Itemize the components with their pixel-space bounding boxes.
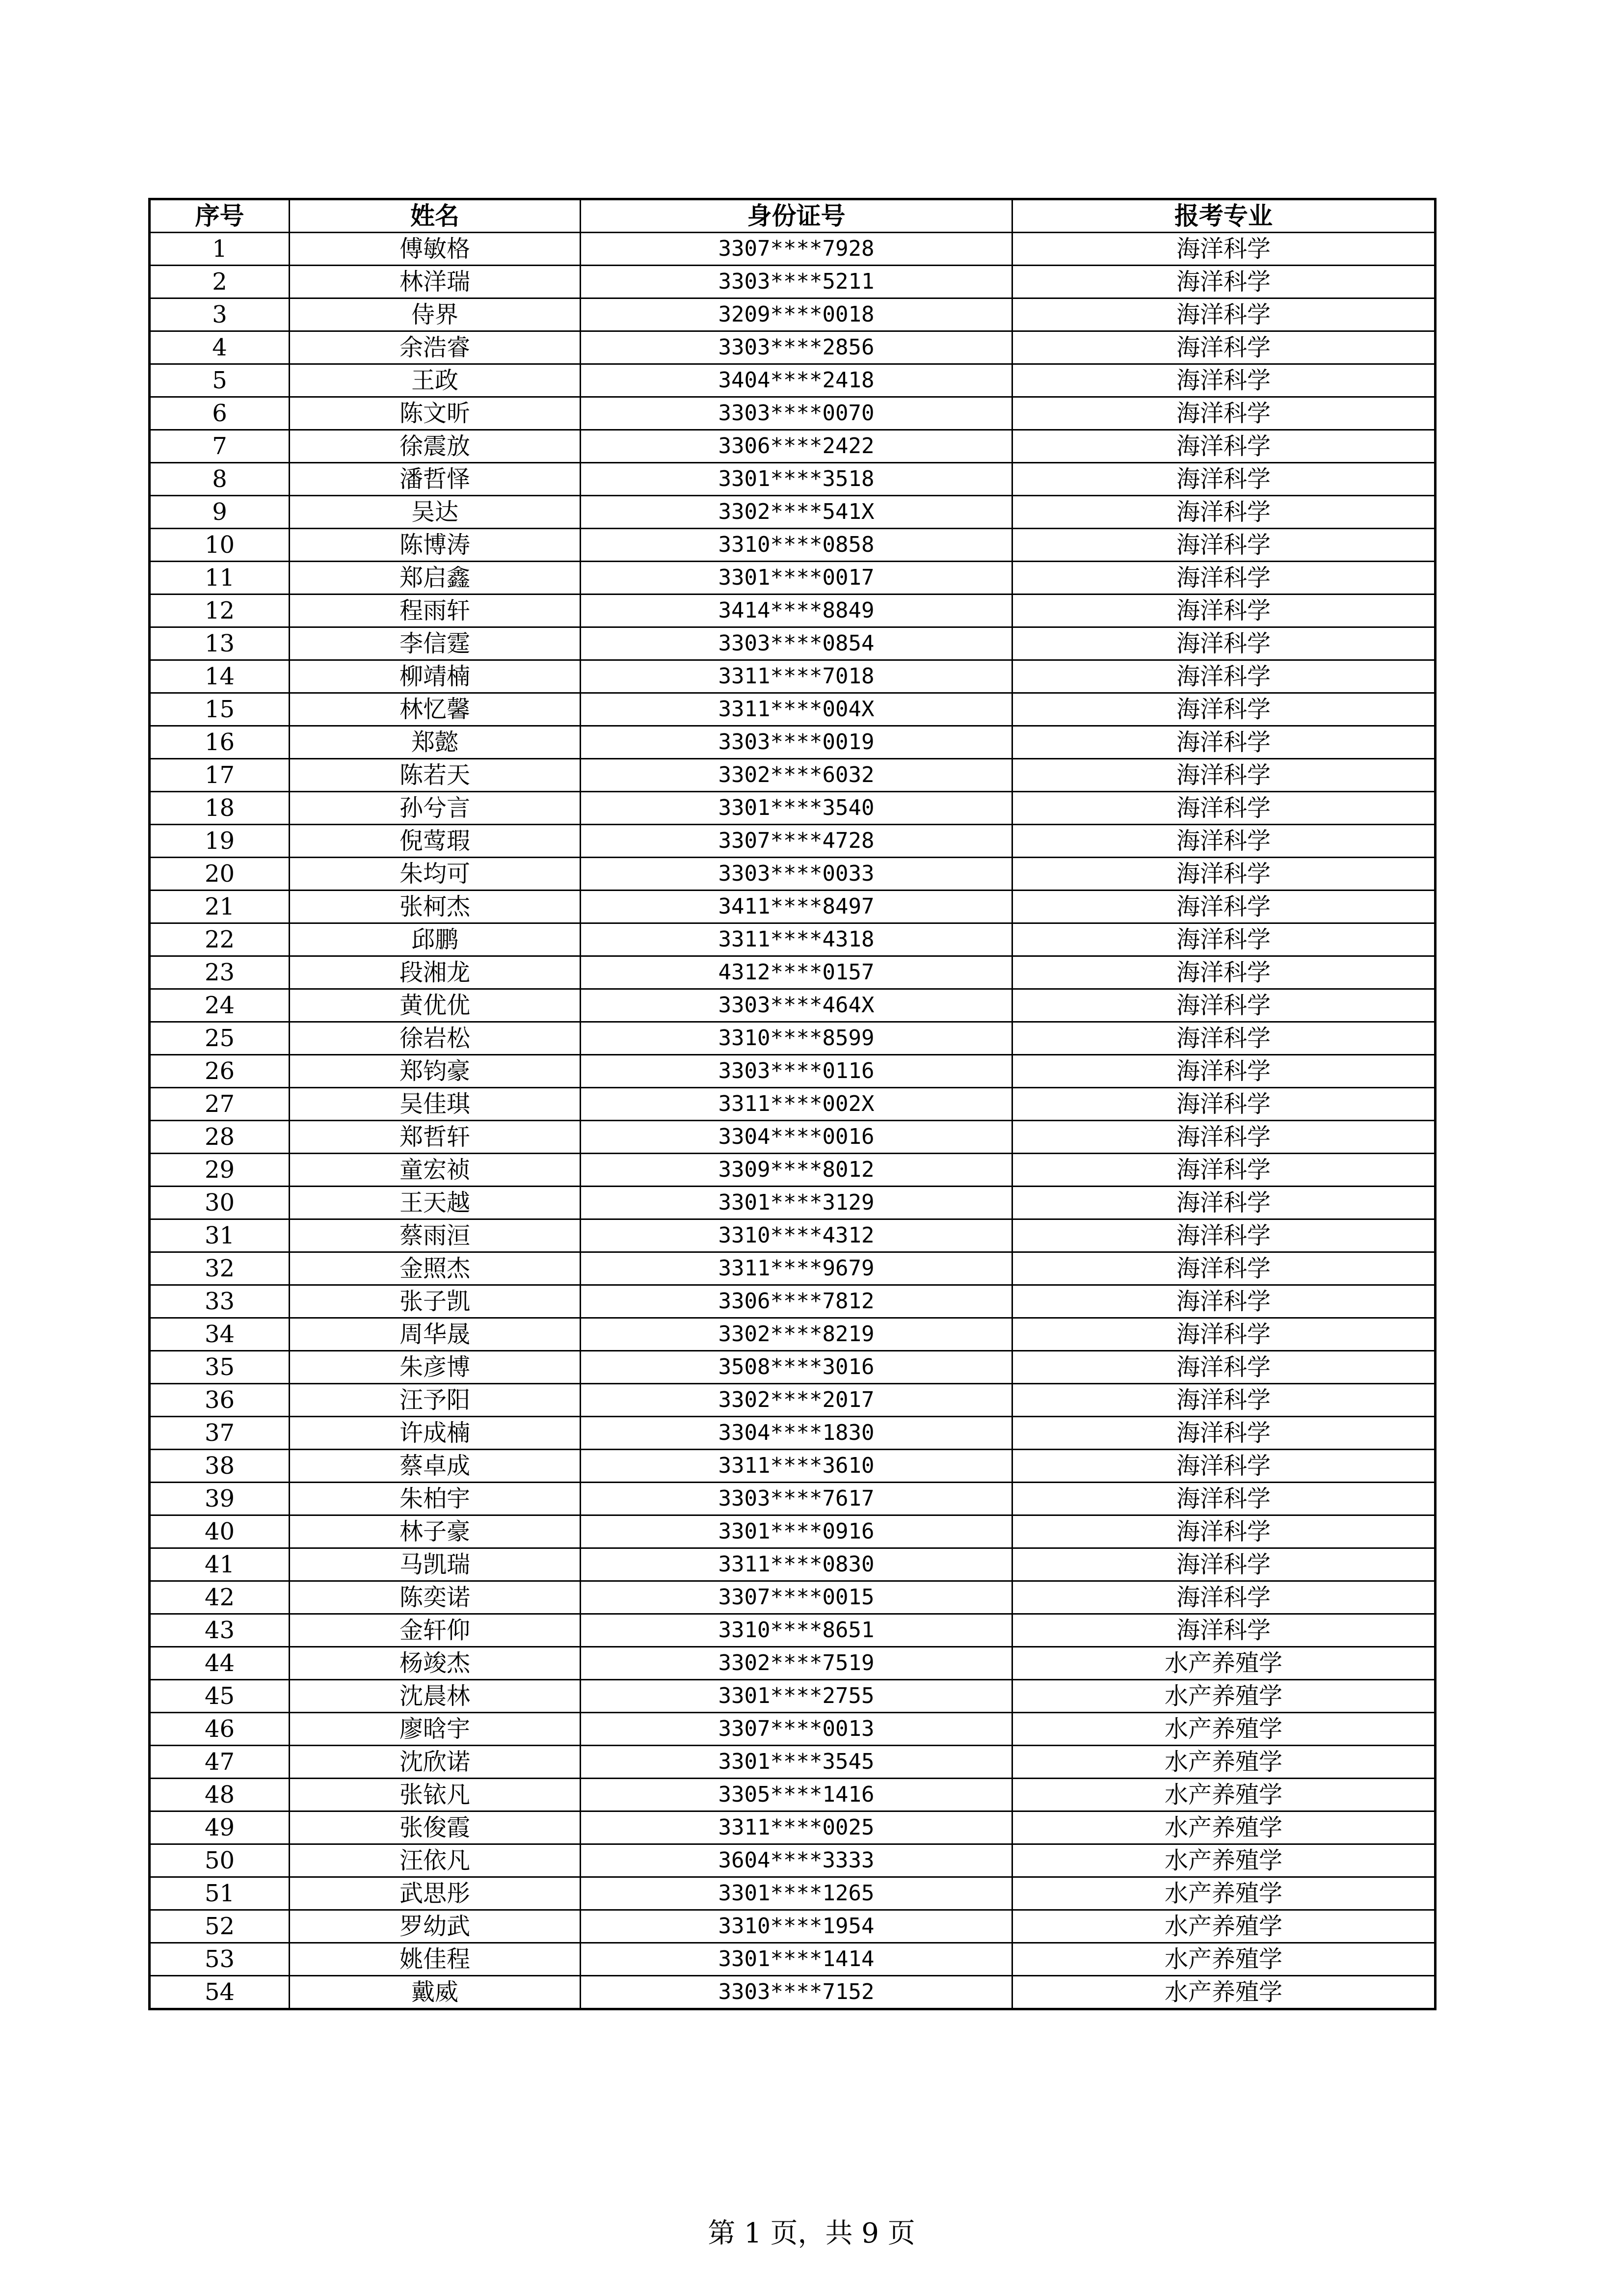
applicant-name: 吴达 [290, 496, 581, 529]
row-index: 21 [150, 891, 290, 923]
table-row [150, 463, 1436, 496]
id-number: 3301****0916 [581, 1515, 1012, 1548]
table-row [150, 266, 1436, 298]
id-number: 3305****1416 [581, 1779, 1012, 1811]
id-number: 3301****3545 [581, 1746, 1012, 1779]
id-number: 3301****3129 [581, 1187, 1012, 1219]
id-number: 3301****1265 [581, 1877, 1012, 1910]
major: 海洋科学 [1012, 430, 1436, 463]
row-index: 49 [150, 1811, 290, 1844]
id-number: 3508****3016 [581, 1351, 1012, 1384]
major: 海洋科学 [1012, 792, 1436, 825]
major: 海洋科学 [1012, 1121, 1436, 1154]
table-row [150, 331, 1436, 364]
row-index: 29 [150, 1154, 290, 1187]
table-row [150, 1351, 1436, 1384]
id-number: 3301****2755 [581, 1680, 1012, 1713]
table-row [150, 1779, 1436, 1811]
major: 水产养殖学 [1012, 1647, 1436, 1680]
row-index: 43 [150, 1614, 290, 1647]
row-index: 27 [150, 1088, 290, 1121]
major: 海洋科学 [1012, 1581, 1436, 1614]
id-number: 3311****7018 [581, 660, 1012, 693]
row-index: 14 [150, 660, 290, 693]
major: 水产养殖学 [1012, 1713, 1436, 1746]
row-index: 26 [150, 1055, 290, 1088]
applicant-name: 沈晨林 [290, 1680, 581, 1713]
row-index: 19 [150, 825, 290, 858]
id-number: 3311****9679 [581, 1252, 1012, 1285]
applicant-name: 段湘龙 [290, 956, 581, 989]
major: 海洋科学 [1012, 1252, 1436, 1285]
major: 海洋科学 [1012, 331, 1436, 364]
table-row [150, 1647, 1436, 1680]
id-number: 3307****4728 [581, 825, 1012, 858]
row-index: 39 [150, 1483, 290, 1515]
major: 海洋科学 [1012, 1154, 1436, 1187]
id-number: 3414****8849 [581, 594, 1012, 627]
applicant-name: 许成楠 [290, 1417, 581, 1450]
table-row [150, 233, 1436, 266]
row-index: 20 [150, 858, 290, 891]
major: 海洋科学 [1012, 1548, 1436, 1581]
table-row [150, 1187, 1436, 1219]
applicant-name: 李信霆 [290, 627, 581, 660]
major: 海洋科学 [1012, 1318, 1436, 1351]
id-number: 4312****0157 [581, 956, 1012, 989]
id-number: 3303****2856 [581, 331, 1012, 364]
row-index: 3 [150, 298, 290, 331]
table-row [150, 364, 1436, 397]
table-row [150, 1746, 1436, 1779]
applicant-name: 邱鹏 [290, 923, 581, 956]
major: 水产养殖学 [1012, 1943, 1436, 1976]
table-row [150, 562, 1436, 594]
id-number: 3301****1414 [581, 1943, 1012, 1976]
id-number: 3307****0013 [581, 1713, 1012, 1746]
table-row [150, 1614, 1436, 1647]
applicant-name: 潘哲怿 [290, 463, 581, 496]
row-index: 8 [150, 463, 290, 496]
id-number: 3310****0858 [581, 529, 1012, 562]
major: 海洋科学 [1012, 693, 1436, 726]
major: 海洋科学 [1012, 759, 1436, 792]
major: 海洋科学 [1012, 364, 1436, 397]
applicant-name: 金轩仰 [290, 1614, 581, 1647]
row-index: 16 [150, 726, 290, 759]
table-row [150, 726, 1436, 759]
id-number: 3303****0019 [581, 726, 1012, 759]
major: 海洋科学 [1012, 397, 1436, 430]
table-row [150, 1417, 1436, 1450]
applicant-name: 朱彦博 [290, 1351, 581, 1384]
table-row [150, 1022, 1436, 1055]
row-index: 47 [150, 1746, 290, 1779]
applicant-name: 徐岩松 [290, 1022, 581, 1055]
id-number: 3302****541X [581, 496, 1012, 529]
applicant-name: 陈文昕 [290, 397, 581, 430]
table-row [150, 397, 1436, 430]
table-row [150, 298, 1436, 331]
table-row [150, 759, 1436, 792]
table-row [150, 1943, 1436, 1976]
applicant-name: 陈奕诺 [290, 1581, 581, 1614]
major: 水产养殖学 [1012, 1811, 1436, 1844]
applicant-name: 戴威 [290, 1976, 581, 2009]
table-row [150, 1515, 1436, 1548]
id-number: 3306****2422 [581, 430, 1012, 463]
row-index: 9 [150, 496, 290, 529]
row-index: 50 [150, 1844, 290, 1877]
table-row [150, 1252, 1436, 1285]
id-number: 3209****0018 [581, 298, 1012, 331]
row-index: 10 [150, 529, 290, 562]
id-number: 3303****7152 [581, 1976, 1012, 2009]
header-index: 序号 [150, 199, 290, 233]
applicant-name: 马凯瑞 [290, 1548, 581, 1581]
applicant-name: 张子凯 [290, 1285, 581, 1318]
id-number: 3304****1830 [581, 1417, 1012, 1450]
major: 海洋科学 [1012, 858, 1436, 891]
major: 海洋科学 [1012, 1022, 1436, 1055]
major: 海洋科学 [1012, 1088, 1436, 1121]
row-index: 4 [150, 331, 290, 364]
table-row [150, 1318, 1436, 1351]
major: 水产养殖学 [1012, 1746, 1436, 1779]
id-number: 3302****6032 [581, 759, 1012, 792]
major: 海洋科学 [1012, 1614, 1436, 1647]
row-index: 51 [150, 1877, 290, 1910]
id-number: 3303****0070 [581, 397, 1012, 430]
applicant-name: 傅敏格 [290, 233, 581, 266]
row-index: 7 [150, 430, 290, 463]
major: 海洋科学 [1012, 923, 1436, 956]
major: 海洋科学 [1012, 1450, 1436, 1483]
id-number: 3302****8219 [581, 1318, 1012, 1351]
major: 海洋科学 [1012, 1384, 1436, 1417]
table-row [150, 1055, 1436, 1088]
table-body [150, 233, 1436, 2009]
major: 海洋科学 [1012, 463, 1436, 496]
id-number: 3311****004X [581, 693, 1012, 726]
major: 水产养殖学 [1012, 1877, 1436, 1910]
id-number: 3311****4318 [581, 923, 1012, 956]
major: 海洋科学 [1012, 529, 1436, 562]
row-index: 54 [150, 1976, 290, 2009]
applicant-name: 王政 [290, 364, 581, 397]
id-number: 3404****2418 [581, 364, 1012, 397]
table-row [150, 792, 1436, 825]
row-index: 36 [150, 1384, 290, 1417]
applicant-name: 沈欣诺 [290, 1746, 581, 1779]
applicant-name: 柳靖楠 [290, 660, 581, 693]
table-row [150, 1548, 1436, 1581]
applicant-name: 徐震放 [290, 430, 581, 463]
applicant-name: 童宏祯 [290, 1154, 581, 1187]
major: 水产养殖学 [1012, 1844, 1436, 1877]
table-row [150, 594, 1436, 627]
table-row [150, 1285, 1436, 1318]
applicant-name: 吴佳琪 [290, 1088, 581, 1121]
id-number: 3310****4312 [581, 1219, 1012, 1252]
header-major: 报考专业 [1012, 199, 1436, 233]
applicant-name: 周华晟 [290, 1318, 581, 1351]
table-row [150, 1121, 1436, 1154]
id-number: 3310****8651 [581, 1614, 1012, 1647]
table-row [150, 430, 1436, 463]
row-index: 12 [150, 594, 290, 627]
applicant-name: 张柯杰 [290, 891, 581, 923]
row-index: 53 [150, 1943, 290, 1976]
applicant-name: 林忆馨 [290, 693, 581, 726]
major: 海洋科学 [1012, 1515, 1436, 1548]
applicant-name: 陈若天 [290, 759, 581, 792]
row-index: 23 [150, 956, 290, 989]
row-index: 44 [150, 1647, 290, 1680]
applicant-name: 张俊霞 [290, 1811, 581, 1844]
applicant-name: 倪莺瑕 [290, 825, 581, 858]
table-row [150, 825, 1436, 858]
table-row [150, 1088, 1436, 1121]
major: 海洋科学 [1012, 989, 1436, 1022]
applicant-name: 金照杰 [290, 1252, 581, 1285]
major: 海洋科学 [1012, 1219, 1436, 1252]
row-index: 30 [150, 1187, 290, 1219]
row-index: 40 [150, 1515, 290, 1548]
row-index: 13 [150, 627, 290, 660]
row-index: 32 [150, 1252, 290, 1285]
table-row [150, 496, 1436, 529]
applicant-name: 武思彤 [290, 1877, 581, 1910]
major: 海洋科学 [1012, 594, 1436, 627]
page-number: 第 1 页，共 9 页 [708, 2217, 915, 2249]
table-row [150, 1154, 1436, 1187]
row-index: 1 [150, 233, 290, 266]
major: 水产养殖学 [1012, 1976, 1436, 2009]
row-index: 28 [150, 1121, 290, 1154]
major: 海洋科学 [1012, 825, 1436, 858]
row-index: 18 [150, 792, 290, 825]
applicant-name: 余浩睿 [290, 331, 581, 364]
id-number: 3411****8497 [581, 891, 1012, 923]
applicant-name: 郑懿 [290, 726, 581, 759]
row-index: 24 [150, 989, 290, 1022]
major: 海洋科学 [1012, 266, 1436, 298]
major: 海洋科学 [1012, 1483, 1436, 1515]
applicant-name: 汪予阳 [290, 1384, 581, 1417]
table-row [150, 627, 1436, 660]
applicant-name: 廖晗宇 [290, 1713, 581, 1746]
id-number: 3303****7617 [581, 1483, 1012, 1515]
row-index: 45 [150, 1680, 290, 1713]
table-row [150, 956, 1436, 989]
major: 海洋科学 [1012, 891, 1436, 923]
table-row [150, 1680, 1436, 1713]
major: 水产养殖学 [1012, 1779, 1436, 1811]
applicant-name: 郑启鑫 [290, 562, 581, 594]
table-row [150, 1581, 1436, 1614]
applicant-table [148, 198, 1437, 2010]
row-index: 34 [150, 1318, 290, 1351]
major: 水产养殖学 [1012, 1680, 1436, 1713]
table-row [150, 1384, 1436, 1417]
table-row [150, 1811, 1436, 1844]
major: 海洋科学 [1012, 627, 1436, 660]
applicant-name: 朱柏宇 [290, 1483, 581, 1515]
header-name: 姓名 [290, 199, 581, 233]
row-index: 11 [150, 562, 290, 594]
table-header [150, 199, 1436, 233]
id-number: 3303****0116 [581, 1055, 1012, 1088]
table-row [150, 1976, 1436, 2009]
major: 海洋科学 [1012, 1187, 1436, 1219]
row-index: 35 [150, 1351, 290, 1384]
row-index: 25 [150, 1022, 290, 1055]
applicant-name: 张铱凡 [290, 1779, 581, 1811]
id-number: 3306****7812 [581, 1285, 1012, 1318]
row-index: 37 [150, 1417, 290, 1450]
applicant-name: 蔡卓成 [290, 1450, 581, 1483]
table-row [150, 858, 1436, 891]
applicant-name: 程雨轩 [290, 594, 581, 627]
id-number: 3303****0854 [581, 627, 1012, 660]
applicant-name: 蔡雨洹 [290, 1219, 581, 1252]
applicant-name: 陈博涛 [290, 529, 581, 562]
id-number: 3311****3610 [581, 1450, 1012, 1483]
id-number: 3307****0015 [581, 1581, 1012, 1614]
id-number: 3309****8012 [581, 1154, 1012, 1187]
id-number: 3604****3333 [581, 1844, 1012, 1877]
id-number: 3310****8599 [581, 1022, 1012, 1055]
row-index: 17 [150, 759, 290, 792]
major: 海洋科学 [1012, 562, 1436, 594]
id-number: 3301****3540 [581, 792, 1012, 825]
table-row [150, 693, 1436, 726]
major: 海洋科学 [1012, 1055, 1436, 1088]
id-number: 3303****464X [581, 989, 1012, 1022]
id-number: 3311****002X [581, 1088, 1012, 1121]
row-index: 42 [150, 1581, 290, 1614]
major: 海洋科学 [1012, 1417, 1436, 1450]
applicant-name: 林洋瑞 [290, 266, 581, 298]
applicant-name: 郑钧豪 [290, 1055, 581, 1088]
table-row [150, 1910, 1436, 1943]
row-index: 2 [150, 266, 290, 298]
row-index: 48 [150, 1779, 290, 1811]
header-id-number: 身份证号 [581, 199, 1012, 233]
major: 海洋科学 [1012, 660, 1436, 693]
table-row [150, 923, 1436, 956]
row-index: 52 [150, 1910, 290, 1943]
table-row [150, 660, 1436, 693]
row-index: 6 [150, 397, 290, 430]
table-row [150, 891, 1436, 923]
id-number: 3301****0017 [581, 562, 1012, 594]
id-number: 3301****3518 [581, 463, 1012, 496]
major: 海洋科学 [1012, 298, 1436, 331]
applicant-name: 汪依凡 [290, 1844, 581, 1877]
id-number: 3311****0830 [581, 1548, 1012, 1581]
major: 海洋科学 [1012, 1351, 1436, 1384]
id-number: 3310****1954 [581, 1910, 1012, 1943]
id-number: 3311****0025 [581, 1811, 1012, 1844]
row-index: 41 [150, 1548, 290, 1581]
row-index: 46 [150, 1713, 290, 1746]
row-index: 38 [150, 1450, 290, 1483]
id-number: 3303****5211 [581, 266, 1012, 298]
applicant-name: 黄优优 [290, 989, 581, 1022]
row-index: 33 [150, 1285, 290, 1318]
table-row [150, 1219, 1436, 1252]
row-index: 22 [150, 923, 290, 956]
major: 水产养殖学 [1012, 1910, 1436, 1943]
id-number: 3307****7928 [581, 233, 1012, 266]
table-row [150, 1450, 1436, 1483]
row-index: 5 [150, 364, 290, 397]
major: 海洋科学 [1012, 496, 1436, 529]
major: 海洋科学 [1012, 956, 1436, 989]
row-index: 15 [150, 693, 290, 726]
table-row [150, 989, 1436, 1022]
row-index: 31 [150, 1219, 290, 1252]
applicant-name: 侍界 [290, 298, 581, 331]
applicant-name: 罗幼武 [290, 1910, 581, 1943]
id-number: 3303****0033 [581, 858, 1012, 891]
table-row [150, 1877, 1436, 1910]
major: 海洋科学 [1012, 1285, 1436, 1318]
major: 海洋科学 [1012, 726, 1436, 759]
applicant-name: 林子豪 [290, 1515, 581, 1548]
applicant-name: 郑哲轩 [290, 1121, 581, 1154]
id-number: 3302****2017 [581, 1384, 1012, 1417]
applicant-name: 孙兮言 [290, 792, 581, 825]
table-row [150, 1844, 1436, 1877]
table-row [150, 1483, 1436, 1515]
applicant-name: 王天越 [290, 1187, 581, 1219]
applicant-name: 姚佳程 [290, 1943, 581, 1976]
applicant-name: 杨竣杰 [290, 1647, 581, 1680]
id-number: 3302****7519 [581, 1647, 1012, 1680]
id-number: 3304****0016 [581, 1121, 1012, 1154]
major: 海洋科学 [1012, 233, 1436, 266]
table-row [150, 1713, 1436, 1746]
table-row [150, 529, 1436, 562]
applicant-name: 朱均可 [290, 858, 581, 891]
header-row [150, 199, 1436, 233]
